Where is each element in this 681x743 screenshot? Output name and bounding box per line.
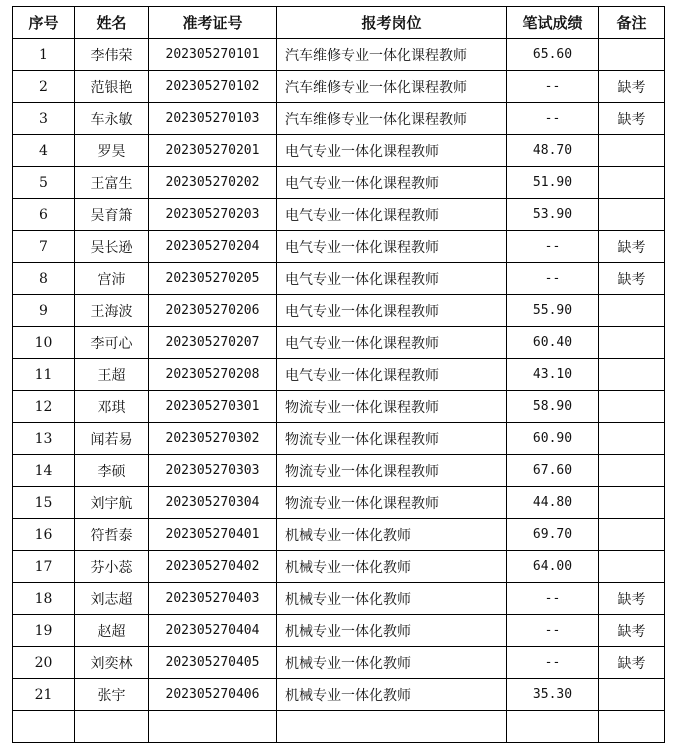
cell-name: 芬小蕊 (75, 551, 149, 583)
cell-note (599, 167, 665, 199)
cell-note: 缺考 (599, 647, 665, 679)
cell-name: 李伟荣 (75, 39, 149, 71)
table-row (13, 135, 665, 167)
cell-note (599, 423, 665, 455)
cell-post: 物流专业一体化课程教师 (277, 423, 507, 455)
cell-note (599, 487, 665, 519)
cell-id: 202305270304 (149, 487, 277, 519)
cell-id: 202305270203 (149, 199, 277, 231)
cell-no: 8 (13, 263, 75, 295)
cell-no (13, 711, 75, 743)
cell-score: -- (507, 263, 599, 295)
header-cell-name: 姓名 (75, 7, 149, 39)
header-cell-no: 序号 (13, 7, 75, 39)
cell-post: 机械专业一体化教师 (277, 647, 507, 679)
table-header-row (13, 7, 665, 39)
cell-post: 汽车维修专业一体化课程教师 (277, 71, 507, 103)
cell-score: 67.60 (507, 455, 599, 487)
cell-id: 202305270103 (149, 103, 277, 135)
cell-score: 55.90 (507, 295, 599, 327)
cell-id: 202305270201 (149, 135, 277, 167)
cell-score: 69.70 (507, 519, 599, 551)
cell-post: 机械专业一体化教师 (277, 551, 507, 583)
cell-no: 2 (13, 71, 75, 103)
cell-post: 汽车维修专业一体化课程教师 (277, 39, 507, 71)
cell-post: 汽车维修专业一体化课程教师 (277, 103, 507, 135)
cell-note (599, 679, 665, 711)
table-row (13, 359, 665, 391)
table-row (13, 103, 665, 135)
cell-id (149, 711, 277, 743)
cell-score: 64.00 (507, 551, 599, 583)
cell-id: 202305270302 (149, 423, 277, 455)
cell-name: 赵超 (75, 615, 149, 647)
table-row (13, 647, 665, 679)
cell-post: 电气专业一体化课程教师 (277, 327, 507, 359)
cell-id: 202305270205 (149, 263, 277, 295)
cell-score: 44.80 (507, 487, 599, 519)
cell-note (599, 551, 665, 583)
cell-note: 缺考 (599, 263, 665, 295)
cell-id: 202305270405 (149, 647, 277, 679)
cell-no: 9 (13, 295, 75, 327)
cell-post: 电气专业一体化课程教师 (277, 295, 507, 327)
cell-note (599, 39, 665, 71)
cell-id: 202305270406 (149, 679, 277, 711)
cell-score: 60.90 (507, 423, 599, 455)
results-table-container (12, 6, 665, 743)
cell-note: 缺考 (599, 71, 665, 103)
cell-id: 202305270208 (149, 359, 277, 391)
cell-score: -- (507, 231, 599, 263)
cell-no: 17 (13, 551, 75, 583)
cell-score (507, 711, 599, 743)
cell-name: 刘志超 (75, 583, 149, 615)
table-row (13, 615, 665, 647)
cell-score: 43.10 (507, 359, 599, 391)
header-cell-id: 准考证号 (149, 7, 277, 39)
cell-note (599, 711, 665, 743)
table-row (13, 263, 665, 295)
cell-post: 物流专业一体化课程教师 (277, 487, 507, 519)
cell-post (277, 711, 507, 743)
cell-id: 202305270404 (149, 615, 277, 647)
cell-score: -- (507, 647, 599, 679)
cell-post: 物流专业一体化课程教师 (277, 391, 507, 423)
cell-post: 电气专业一体化课程教师 (277, 199, 507, 231)
cell-note: 缺考 (599, 583, 665, 615)
cell-id: 202305270303 (149, 455, 277, 487)
cell-post: 机械专业一体化教师 (277, 679, 507, 711)
cell-name: 符哲泰 (75, 519, 149, 551)
cell-id: 202305270202 (149, 167, 277, 199)
cell-name: 吴育箫 (75, 199, 149, 231)
cell-id: 202305270206 (149, 295, 277, 327)
cell-no: 19 (13, 615, 75, 647)
cell-no: 4 (13, 135, 75, 167)
cell-no: 16 (13, 519, 75, 551)
cell-name: 王富生 (75, 167, 149, 199)
cell-no: 5 (13, 167, 75, 199)
cell-name: 李可心 (75, 327, 149, 359)
table-row (13, 423, 665, 455)
header-cell-score: 笔试成绩 (507, 7, 599, 39)
cell-score: -- (507, 583, 599, 615)
cell-score: 58.90 (507, 391, 599, 423)
table-row (13, 231, 665, 263)
cell-score: 35.30 (507, 679, 599, 711)
cell-note (599, 199, 665, 231)
table-row (13, 487, 665, 519)
table-row (13, 711, 665, 743)
cell-id: 202305270207 (149, 327, 277, 359)
cell-name: 车永敏 (75, 103, 149, 135)
cell-post: 电气专业一体化课程教师 (277, 231, 507, 263)
header-cell-note: 备注 (599, 7, 665, 39)
cell-name: 李硕 (75, 455, 149, 487)
cell-name: 王海波 (75, 295, 149, 327)
cell-id: 202305270101 (149, 39, 277, 71)
results-table (12, 6, 665, 743)
cell-note (599, 455, 665, 487)
cell-note (599, 295, 665, 327)
cell-note (599, 391, 665, 423)
cell-name: 王超 (75, 359, 149, 391)
table-row (13, 295, 665, 327)
table-row (13, 71, 665, 103)
cell-post: 电气专业一体化课程教师 (277, 135, 507, 167)
cell-score: 53.90 (507, 199, 599, 231)
cell-no: 14 (13, 455, 75, 487)
cell-no: 20 (13, 647, 75, 679)
cell-no: 11 (13, 359, 75, 391)
cell-id: 202305270402 (149, 551, 277, 583)
cell-no: 1 (13, 39, 75, 71)
cell-no: 18 (13, 583, 75, 615)
cell-id: 202305270102 (149, 71, 277, 103)
cell-name: 张宇 (75, 679, 149, 711)
table-row (13, 551, 665, 583)
cell-note (599, 519, 665, 551)
cell-post: 机械专业一体化教师 (277, 615, 507, 647)
cell-score: 51.90 (507, 167, 599, 199)
cell-post: 机械专业一体化教师 (277, 519, 507, 551)
cell-name (75, 711, 149, 743)
cell-note (599, 327, 665, 359)
cell-score: 60.40 (507, 327, 599, 359)
table-row (13, 679, 665, 711)
table-row (13, 519, 665, 551)
table-row (13, 199, 665, 231)
cell-no: 7 (13, 231, 75, 263)
cell-post: 物流专业一体化课程教师 (277, 455, 507, 487)
cell-post: 机械专业一体化教师 (277, 583, 507, 615)
cell-score: 48.70 (507, 135, 599, 167)
cell-post: 电气专业一体化课程教师 (277, 167, 507, 199)
cell-id: 202305270301 (149, 391, 277, 423)
cell-name: 罗昊 (75, 135, 149, 167)
cell-note (599, 359, 665, 391)
table-row (13, 167, 665, 199)
cell-no: 12 (13, 391, 75, 423)
cell-note: 缺考 (599, 231, 665, 263)
cell-post: 电气专业一体化课程教师 (277, 359, 507, 391)
cell-no: 21 (13, 679, 75, 711)
cell-score: 65.60 (507, 39, 599, 71)
cell-score: -- (507, 71, 599, 103)
cell-note (599, 135, 665, 167)
cell-name: 刘奕林 (75, 647, 149, 679)
cell-id: 202305270204 (149, 231, 277, 263)
cell-id: 202305270403 (149, 583, 277, 615)
cell-post: 电气专业一体化课程教师 (277, 263, 507, 295)
cell-no: 13 (13, 423, 75, 455)
cell-name: 邓琪 (75, 391, 149, 423)
table-row (13, 455, 665, 487)
cell-id: 202305270401 (149, 519, 277, 551)
header-cell-post: 报考岗位 (277, 7, 507, 39)
cell-name: 刘宇航 (75, 487, 149, 519)
cell-no: 6 (13, 199, 75, 231)
table-row (13, 583, 665, 615)
table-row (13, 39, 665, 71)
cell-name: 宫沛 (75, 263, 149, 295)
table-row (13, 327, 665, 359)
cell-note: 缺考 (599, 615, 665, 647)
cell-name: 闻若易 (75, 423, 149, 455)
cell-no: 10 (13, 327, 75, 359)
cell-name: 吴长逊 (75, 231, 149, 263)
cell-note: 缺考 (599, 103, 665, 135)
cell-score: -- (507, 615, 599, 647)
cell-score: -- (507, 103, 599, 135)
cell-name: 范银艳 (75, 71, 149, 103)
cell-no: 3 (13, 103, 75, 135)
table-body (13, 39, 665, 743)
cell-no: 15 (13, 487, 75, 519)
table-row (13, 391, 665, 423)
